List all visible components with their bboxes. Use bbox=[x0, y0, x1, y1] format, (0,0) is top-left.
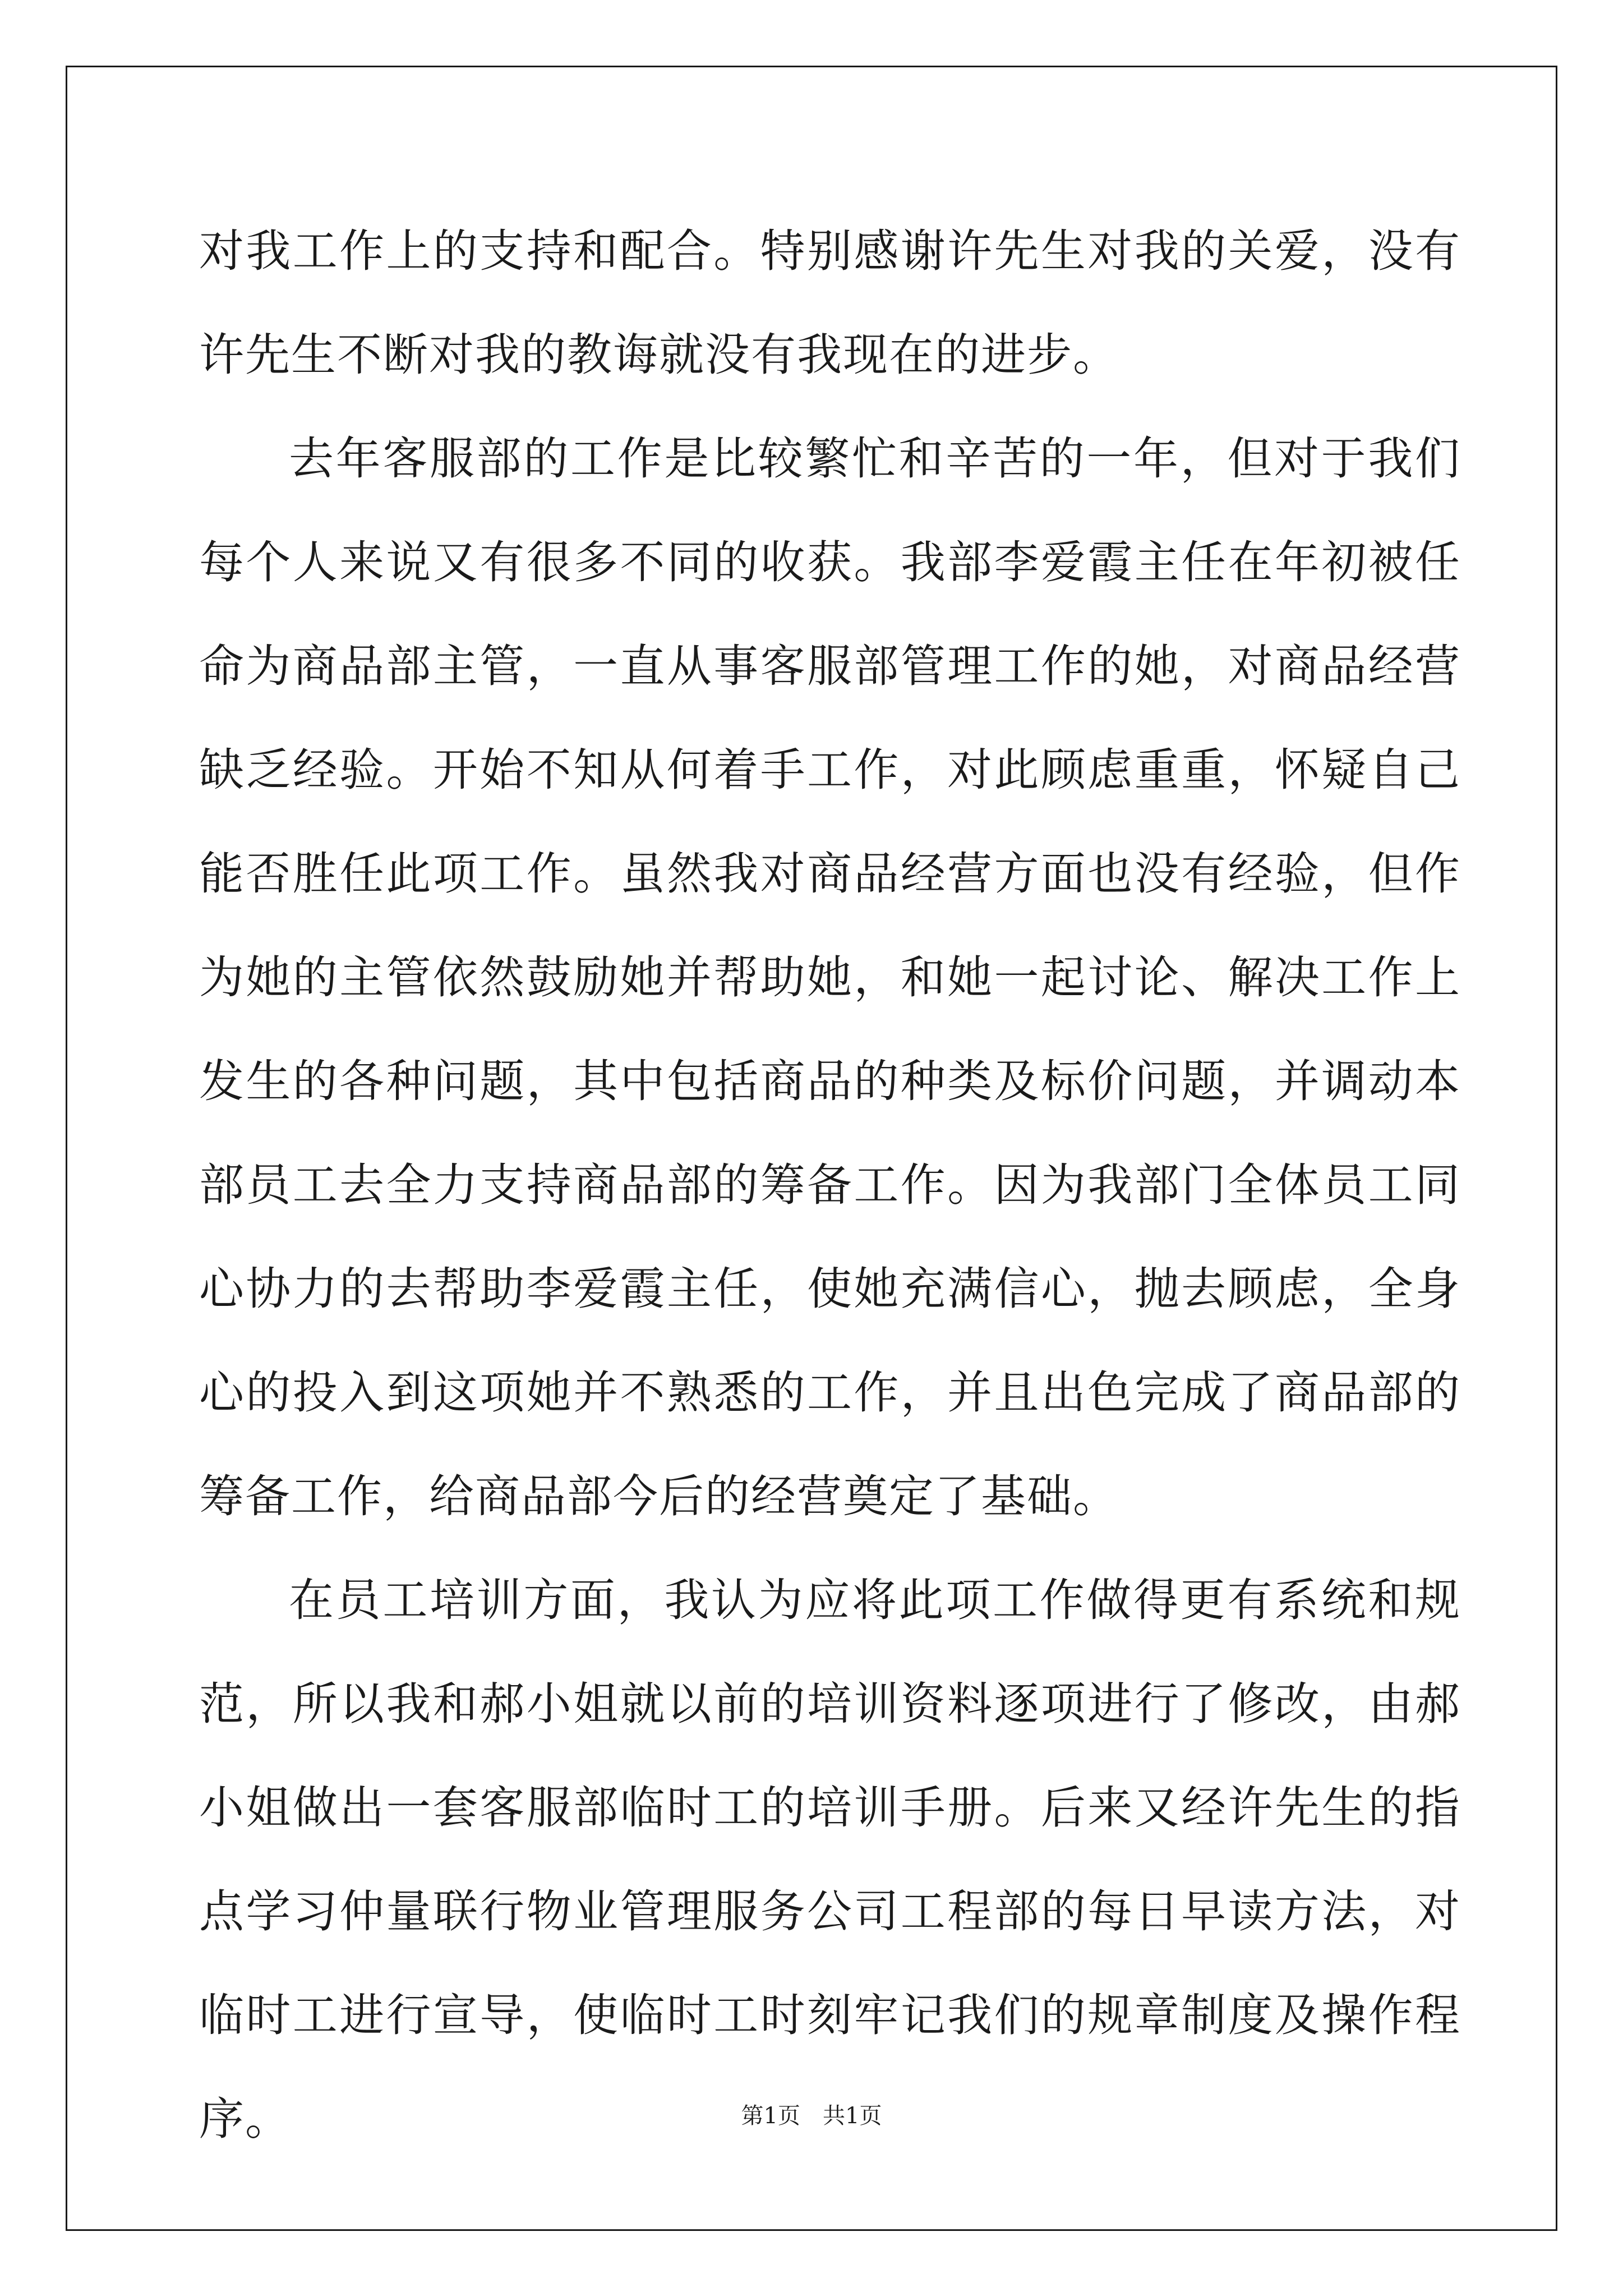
page-total: 共1页 bbox=[823, 2103, 882, 2129]
page-footer bbox=[0, 2098, 1623, 2130]
paragraph-1: 对我工作上的支持和配合。特别感谢许先生对我的关爱，没有许先生不断对我的教诲就没有我现在的进步。 bbox=[199, 225, 1461, 381]
paragraph-2: 去年客服部的工作是比较繁忙和辛苦的一年，但对于我们每个人来说又有很多不同的收获。我部李爱霞主任在年初被任命为商品部主管，一直从事客服部管理工作的她，对商品经营缺乏经验。开始不知从何着手工作，对此顾虑重重，怀疑自己能否胜任此项工作。虽然我对商品经营方面也没有经验，但作为她的主管依然鼓励她并帮助她，和她一起讨论、解决工作上发生的各种问题，其中包括商品的种类及标价问题，并调动本部员工去全力支持商品部的筹备工作。因为我部门全体员工同心协力的去帮助李爱霞主任，使她充满信心，抛去顾虑，全身心的投入到这项她并不熟悉的工作，并且出色完成了商品部的筹备工作，给商品部今后的经营奠定了基础。 bbox=[199, 432, 1461, 1522]
page-number: 第1页 bbox=[741, 2103, 800, 2129]
paragraph-3: 在员工培训方面，我认为应将此项工作做得更有系统和规范，所以我和郝小姐就以前的培训资料逐项进行了修改，由郝小姐做出一套客服部临时工的培训手册。后来又经许先生的指点学习仲量联行物业管理服务公司工程部的每日早读方法，对临时工进行宣导，使临时工时刻牢记我们的规章制度及操作程序。 bbox=[199, 1574, 1461, 2145]
document-body bbox=[199, 199, 1461, 2171]
